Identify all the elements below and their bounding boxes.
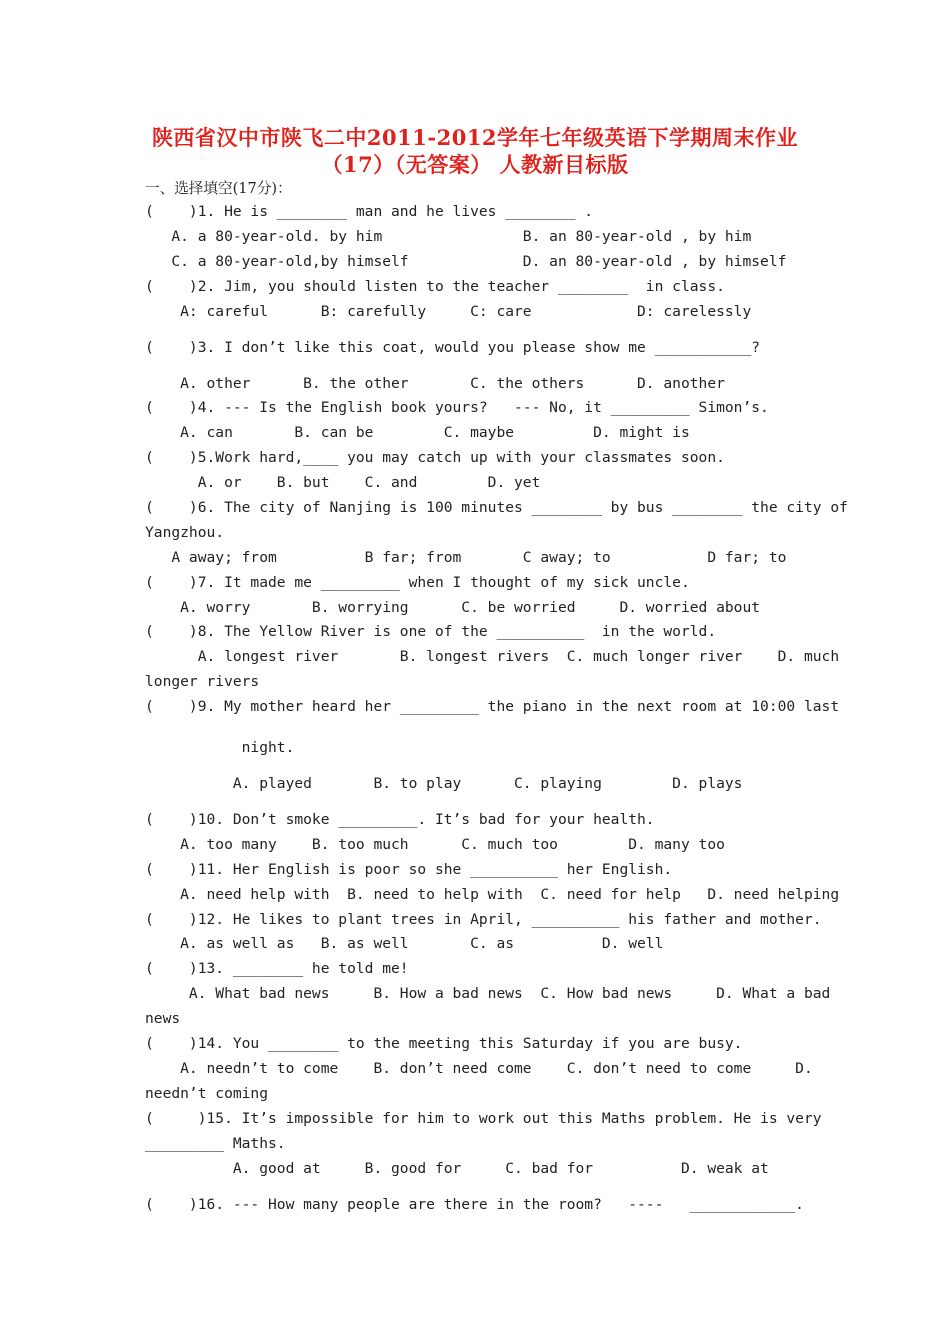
question-7-options: A. worry B. worrying C. be worried D. worried about <box>145 599 761 616</box>
question-10: ( )10. Don’t smoke _________. It’s bad for your health. <box>145 811 655 828</box>
question-6: ( )6. The city of Nanjing is 100 minutes ________ by bus ________ the city of <box>145 499 848 516</box>
question-16: ( )16. --- How many people are there in the room? ---- ____________. <box>145 1196 804 1213</box>
question-14-cont: needn’t coming <box>145 1085 269 1102</box>
question-12-options: A. as well as B. as well C. as D. well <box>145 935 664 952</box>
question-13-cont: news <box>145 1010 181 1027</box>
question-4: ( )4. --- Is the English book yours? --- No, it _________ Simon’s. <box>145 399 769 416</box>
section-heading: 一、选择填空(17分)： <box>145 180 292 197</box>
question-14-options: A. needn’t to come B. don’t need come C. don’t need to come D. <box>145 1060 813 1077</box>
question-9: ( )9. My mother heard her _________ the piano in the next room at 10:00 last <box>145 698 840 715</box>
question-15: ( )15. It’s impossible for him to work out this Maths problem. He is very <box>145 1110 822 1127</box>
question-8-cont: longer rivers <box>145 673 260 690</box>
question-8-options: A. longest river B. longest rivers C. much longer river D. much <box>145 648 840 665</box>
question-14: ( )14. You ________ to the meeting this Saturday if you are busy. <box>145 1035 743 1052</box>
question-2: ( )2. Jim, you should listen to the teacher ________ in class. <box>145 278 725 295</box>
question-6-options: A away; from B far; from C away; to D far; to <box>145 549 787 566</box>
question-1-options-b: C. a 80-year-old,by himself D. an 80-year-old , by himself <box>145 253 787 270</box>
question-3: ( )3. I don’t like this coat, would you please show me ___________? <box>145 339 761 356</box>
question-15-options: A. good at B. good for C. bad for D. weak at <box>145 1160 769 1177</box>
question-5: ( )5.Work hard,____ you may catch up with your classmates soon. <box>145 449 725 466</box>
question-6-cont: Yangzhou. <box>145 524 225 541</box>
question-8: ( )8. The Yellow River is one of the __________ in the world. <box>145 623 717 640</box>
question-11-options: A. need help with B. need to help with C. need for help D. need helping <box>145 886 840 903</box>
question-9-cont: night. <box>145 739 295 756</box>
question-10-options: A. too many B. too much C. much too D. many too <box>145 836 725 853</box>
question-2-options: A: careful B: carefully C: care D: carelessly <box>145 303 752 320</box>
question-9-options: A. played B. to play C. playing D. plays <box>145 775 743 792</box>
question-5-options: A. or B. but C. and D. yet <box>145 474 541 491</box>
question-1: ( )1. He is ________ man and he lives ________ . <box>145 203 594 220</box>
question-13: ( )13. ________ he told me! <box>145 960 409 977</box>
document-title-line-2: （17）（无答案） 人教新目标版 <box>321 152 629 177</box>
document-title-line-1: 陕西省汉中市陕飞二中2011-2012学年七年级英语下学期周末作业 <box>151 125 799 150</box>
question-12: ( )12. He likes to plant trees in April, __________ his father and mother. <box>145 911 822 928</box>
question-1-options-a: A. a 80-year-old. by him B. an 80-year-old , by him <box>145 228 752 245</box>
question-7: ( )7. It made me _________ when I thought of my sick uncle. <box>145 574 690 591</box>
question-15-cont: _________ Maths. <box>145 1135 286 1152</box>
question-3-options: A. other B. the other C. the others D. another <box>145 375 725 392</box>
question-13-options: A. What bad news B. How a bad news C. How bad news D. What a bad <box>145 985 831 1002</box>
question-11: ( )11. Her English is poor so she __________ her English. <box>145 861 673 878</box>
question-4-options: A. can B. can be C. maybe D. might is <box>145 424 690 441</box>
